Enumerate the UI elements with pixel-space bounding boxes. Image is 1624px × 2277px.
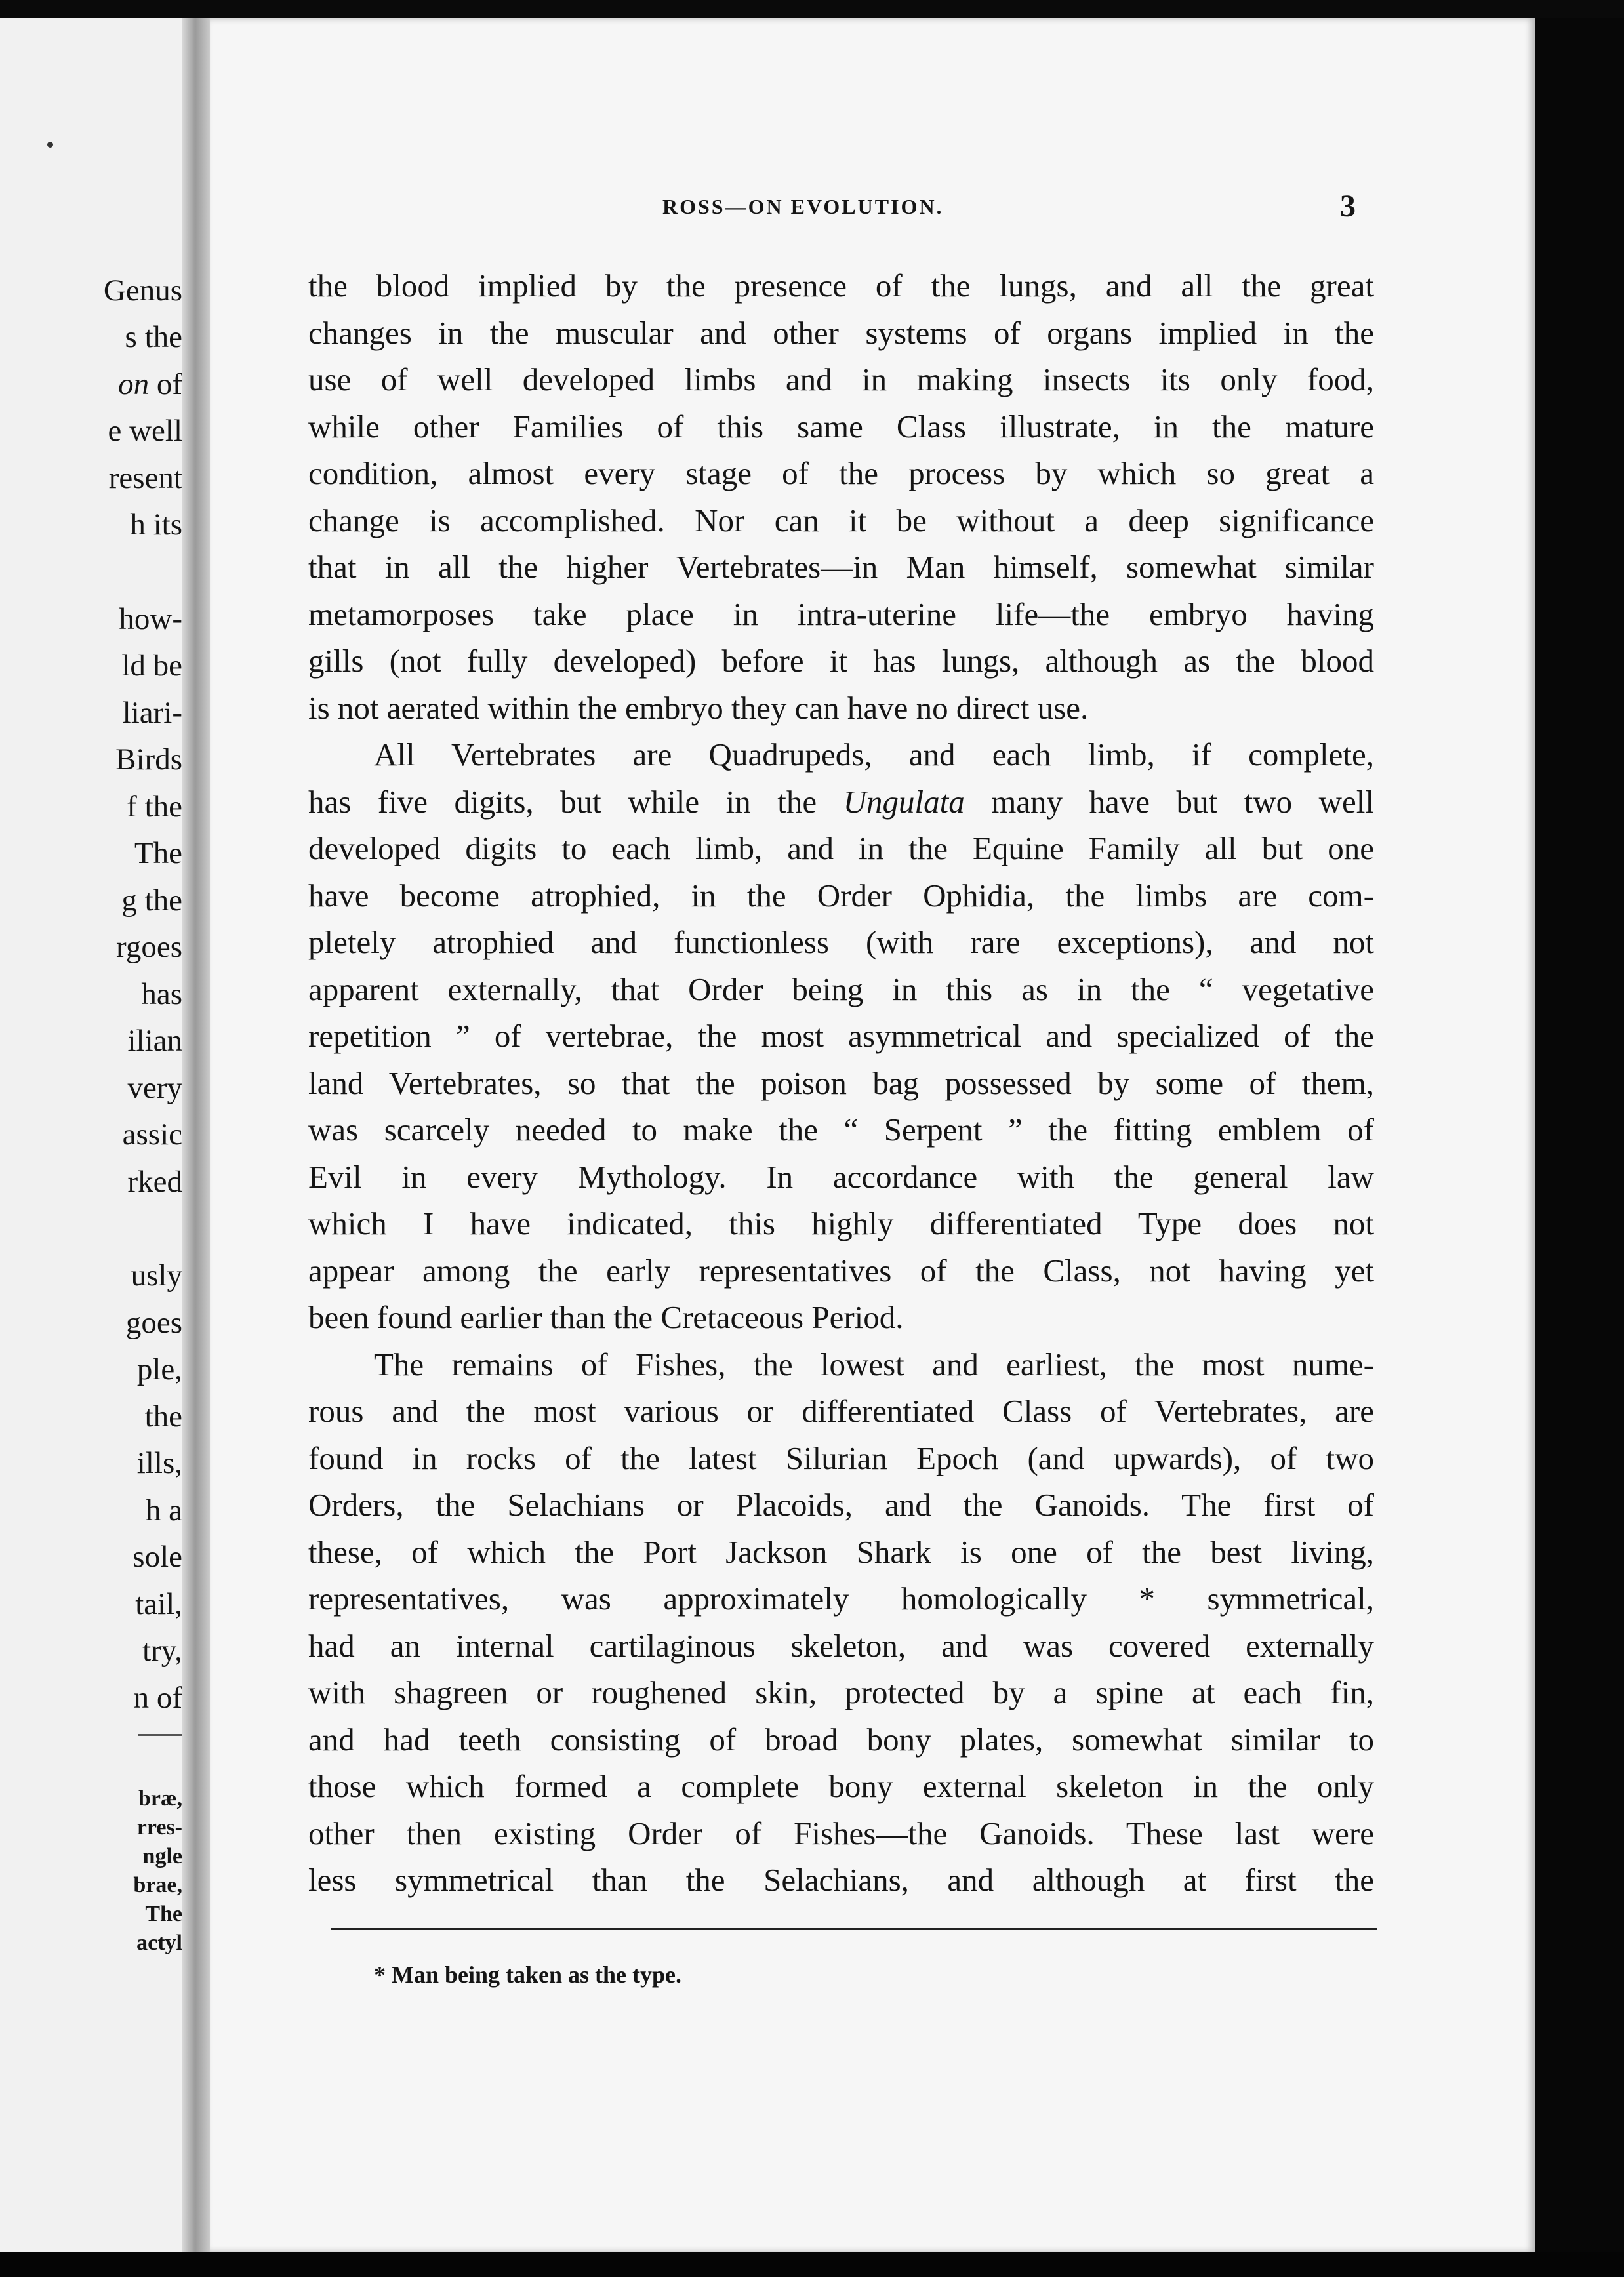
previous-page-line: rgoes (116, 930, 182, 964)
text-line: Evil in every Mythology. In accordance with the general law (308, 1158, 1374, 1195)
text-line: The remains of Fishes, the lowest and earliest, the most nume- (374, 1346, 1374, 1382)
previous-page-line: h a (145, 1493, 182, 1527)
previous-page-line: resent (108, 461, 182, 495)
previous-page-footnote-line: The (145, 1902, 182, 1926)
text-line: had an internal cartilaginous skeleton, and was covered externally (308, 1627, 1374, 1664)
previous-page-line: usly (131, 1259, 182, 1293)
previous-page-line: ilian (127, 1024, 182, 1058)
text-line: change is accomplished. Nor can it be without a deep significance (308, 502, 1374, 538)
text-line: less symmetrical than the Selachians, and although at first the (308, 1862, 1374, 1898)
text-line: those which formed a complete bony external skeleton in the only (308, 1768, 1374, 1804)
previous-page-line: on of (118, 367, 182, 401)
text-line: land Vertebrates, so that the poison bag possessed by some of them, (308, 1064, 1374, 1101)
text-line: other then existing Order of Fishes—the Ganoids. These last were (308, 1815, 1374, 1851)
previous-page-line: how- (119, 602, 182, 636)
previous-page-line: sole (132, 1540, 182, 1574)
previous-page-line: ld be (121, 649, 182, 683)
book-gutter (182, 18, 211, 2252)
previous-page-footnote-line: brae, (133, 1873, 182, 1897)
previous-page-line: assic (122, 1118, 182, 1152)
previous-page-line: very (127, 1071, 182, 1105)
text-line: condition, almost every stage of the process by which so great a (308, 455, 1374, 491)
italic-term: Ungulata (843, 783, 965, 820)
previous-page-line: has (141, 977, 182, 1011)
previous-page-line: g the (121, 883, 182, 917)
paragraph (308, 731, 1374, 1341)
text-line: All Vertebrates are Quadrupeds, and each limb, if complete, (374, 736, 1374, 773)
text-line: the blood implied by the presence of the lungs, and all the great (308, 268, 1374, 304)
text-line: pletely atrophied and functionless (with rare exceptions), and not (308, 924, 1374, 960)
text-line: has five digits, but while in the Ungulata many have but two well (308, 783, 1375, 820)
scan-border-top (0, 0, 1624, 18)
previous-page-fragment (0, 18, 192, 2252)
text-line: metamorposes take place in intra-uterine life—the embryo having (308, 595, 1374, 632)
text-line: is not aerated within the embryo they can have no direct use. (308, 689, 1089, 726)
text-line: representatives, was approximately homologically * symmetrical, (308, 1581, 1374, 1617)
previous-page-line: the (144, 1400, 182, 1434)
text-line: that in all the higher Vertebrates—in Man himself, somewhat similar (308, 549, 1374, 585)
previous-page-line: f the (127, 790, 182, 824)
text-line: which I have indicated, this highly differentiated Type does not (308, 1205, 1374, 1241)
previous-page-footnote-line: ngle (142, 1844, 182, 1868)
scan-border-right (1535, 18, 1624, 2277)
previous-page-line: tail, (135, 1587, 182, 1621)
text-line: changes in the muscular and other systems of organs implied in the (308, 314, 1374, 351)
footnote-rule (331, 1928, 1377, 1930)
previous-page-line: ills, (136, 1446, 182, 1480)
scan-border-bottom (0, 2252, 1624, 2277)
body-text (308, 262, 1374, 1904)
text-line: with shagreen or roughened skin, protected by a spine at each fin, (308, 1674, 1374, 1710)
previous-page-line: liari- (122, 696, 182, 730)
previous-page-line: s the (125, 320, 182, 354)
previous-page-line: try, (142, 1634, 182, 1668)
text-line: these, of which the Port Jackson Shark is one of the best living, (308, 1533, 1374, 1570)
text-line: found in rocks of the latest Silurian Epoch (and upwards), of two (308, 1440, 1374, 1476)
previous-page-line: h its (130, 508, 182, 542)
text-line: appear among the early representatives of the Class, not having yet (308, 1252, 1374, 1289)
previous-page-line: goes (125, 1306, 182, 1340)
footnote: * Man being taken as the type. (374, 1962, 682, 1988)
paragraph (308, 1341, 1374, 1904)
text-line: and had teeth consisting of broad bony plates, somewhat similar to (308, 1721, 1374, 1758)
previous-page-line: The (134, 836, 182, 870)
previous-page-line: e well (108, 414, 182, 448)
previous-page-line: n of (133, 1681, 182, 1715)
text-line: Orders, the Selachians or Placoids, and the Ganoids. The first of (308, 1487, 1374, 1523)
text-line: while other Families of this same Class illustrate, in the mature (308, 408, 1374, 445)
previous-page-footnote-line: rres- (136, 1815, 182, 1840)
text-line: was scarcely needed to make the “ Serpent ” the fitting emblem of (308, 1112, 1374, 1148)
text-line: rous and the most various or differentiated Class of Vertebrates, are (308, 1393, 1374, 1429)
previous-page-line: rked (127, 1165, 182, 1199)
running-head: ROSS—ON EVOLUTION. (662, 195, 944, 218)
text-line: have become atrophied, in the Order Ophidia, the limbs are com- (308, 877, 1374, 914)
text-line: repetition ” of vertebrae, the most asymmetrical and specialized of the (308, 1018, 1374, 1054)
text-line: gills (not fully developed) before it has lungs, although as the blood (308, 643, 1374, 679)
ink-speck (47, 142, 53, 148)
previous-page-line: Birds (115, 742, 182, 776)
previous-page-footnote-rule (138, 1734, 184, 1736)
text-line: use of well developed limbs and in making insects its only food, (308, 361, 1374, 397)
previous-page-footnote-line: actyl (136, 1931, 182, 1955)
text-line: developed digits to each limb, and in the Equine Family all but one (308, 830, 1374, 866)
italic-term: on (118, 367, 150, 401)
text-line: been found earlier than the Cretaceous Period. (308, 1299, 904, 1335)
previous-page-line: Genus (103, 273, 182, 308)
previous-page-footnote-line: bræ, (138, 1786, 182, 1811)
paragraph (308, 262, 1374, 731)
previous-page-line: ple, (136, 1352, 182, 1386)
page-number: 3 (1340, 189, 1356, 224)
text-line: apparent externally, that Order being in this as in the “ vegetative (308, 971, 1374, 1007)
